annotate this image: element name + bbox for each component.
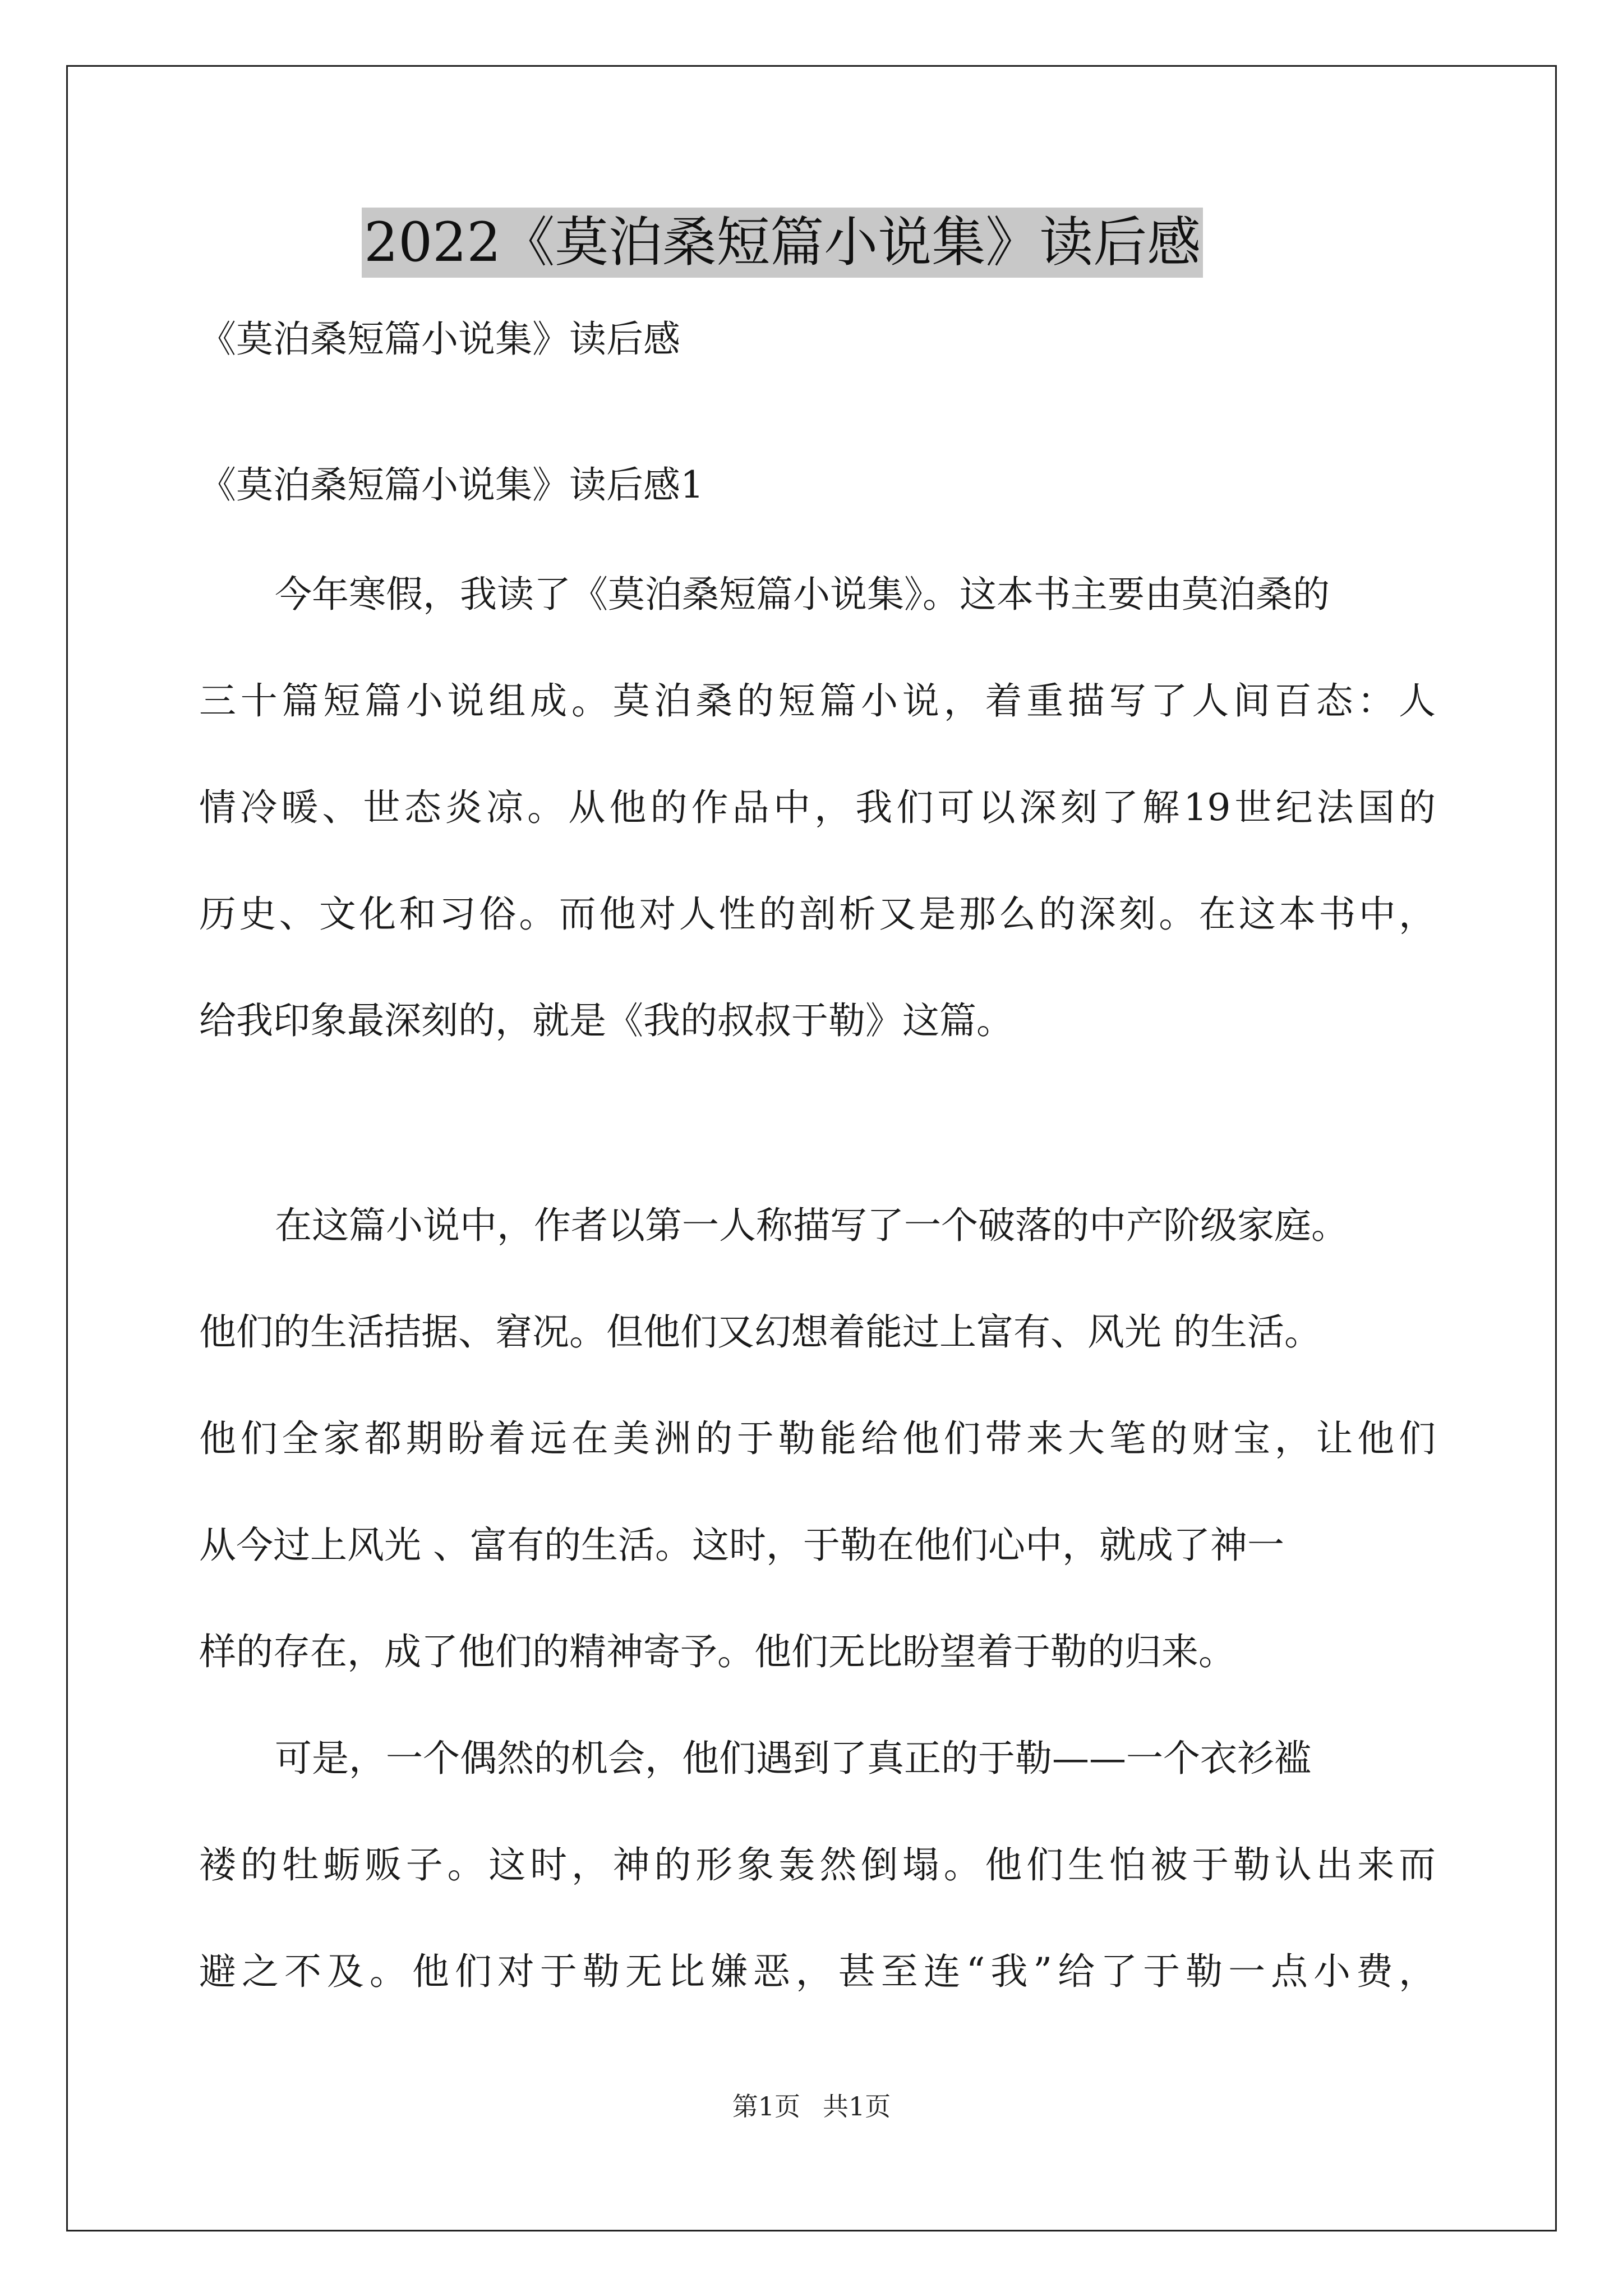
paragraph-line: 历史、文化和习俗。而他对人性的剖析又是那么的深刻。在这本书中， [199, 892, 1436, 936]
paragraph-line: 从今过上风光 、富有的生活。这时，于勒在他们心中，就成了神一 [199, 1524, 1284, 1567]
paragraph-line: 在这篇小说中，作者以第一人称描写了一个破落的中产阶级家庭。 [275, 1204, 1348, 1247]
paragraph-line: 他们的生活拮据、窘况。但他们又幻想着能过上富有、风光 的生活。 [199, 1310, 1321, 1354]
paragraph-line: 样的存在，成了他们的精神寄予。他们无比盼望着于勒的归来。 [199, 1630, 1235, 1673]
page-number: 第1页 [732, 2091, 800, 2122]
paragraph-line: 今年寒假，我读了《莫泊桑短篇小说集》。这本书主要由莫泊桑的 [275, 573, 1330, 616]
paragraph-line: 可是，一个偶然的机会，他们遇到了真正的于勒——一个衣衫褴 [275, 1737, 1311, 1780]
page-total: 共1页 [823, 2091, 891, 2122]
document-subtitle: 《莫泊桑短篇小说集》读后感 [199, 318, 680, 361]
paragraph-line: 他们全家都期盼着远在美洲的于勒能给他们带来大笔的财宝，让他们 [199, 1417, 1436, 1460]
section-heading: 《莫泊桑短篇小说集》读后感1 [199, 463, 704, 507]
paragraph-line: 避之不及。他们对于勒无比嫌恶，甚至连“我”给了于勒一点小费， [199, 1950, 1436, 1993]
paragraph-line: 三十篇短篇小说组成。莫泊桑的短篇小说，着重描写了人间百态：人 [199, 679, 1436, 723]
paragraph-line: 褛的牡蛎贩子。这时，神的形象轰然倒塌。他们生怕被于勒认出来而 [199, 1843, 1436, 1887]
page-border [66, 65, 1557, 2231]
document-title: 2022《莫泊桑短篇小说集》读后感 [362, 208, 1203, 278]
paragraph-line: 情冷暖、世态炎凉。从他的作品中，我们可以深刻了解19世纪法国的 [199, 786, 1436, 829]
page-footer [0, 2090, 1623, 2123]
paragraph-line: 给我印象最深刻的，就是《我的叔叔于勒》这篇。 [199, 999, 1013, 1042]
